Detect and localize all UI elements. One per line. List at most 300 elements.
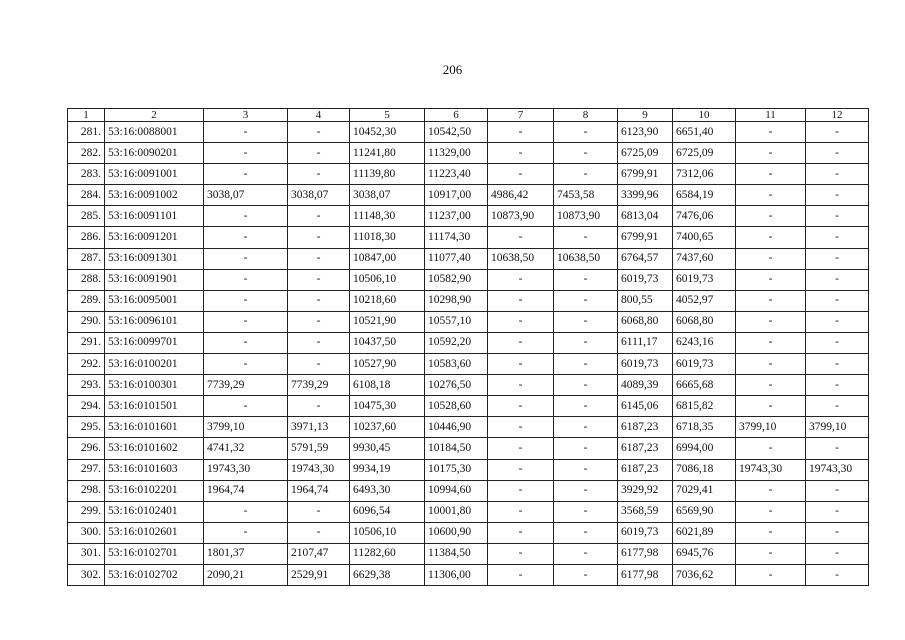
column-header: 2: [105, 109, 204, 122]
value-cell: -: [488, 354, 554, 375]
value-cell: 6111,17: [618, 332, 673, 353]
value-cell: 10506,10: [350, 522, 425, 543]
value-cell: 10873,90: [488, 206, 554, 227]
value-cell: -: [806, 290, 869, 311]
table-row: [68, 311, 869, 332]
value-cell: -: [736, 185, 806, 206]
value-cell: 11077,40: [425, 248, 488, 269]
cadastral-number-cell: 53:16:0101601: [105, 417, 204, 438]
value-cell: -: [554, 164, 618, 185]
table-row: [68, 143, 869, 164]
value-cell: -: [554, 143, 618, 164]
table-row: [68, 206, 869, 227]
row-number-cell: 297.: [68, 459, 105, 480]
value-cell: -: [488, 290, 554, 311]
value-cell: 10475,30: [350, 396, 425, 417]
value-cell: 6019,73: [673, 354, 736, 375]
value-cell: 2090,21: [204, 564, 288, 585]
value-cell: -: [288, 290, 350, 311]
value-cell: 6799,91: [618, 227, 673, 248]
table-row: [68, 564, 869, 585]
value-cell: -: [806, 396, 869, 417]
value-cell: -: [488, 396, 554, 417]
row-number-cell: 291.: [68, 332, 105, 353]
value-cell: 6813,04: [618, 206, 673, 227]
cadastral-number-cell: 53:16:0101603: [105, 459, 204, 480]
value-cell: -: [288, 396, 350, 417]
value-cell: -: [488, 438, 554, 459]
value-cell: -: [488, 375, 554, 396]
value-cell: 6629,38: [350, 564, 425, 585]
value-cell: -: [204, 122, 288, 143]
value-cell: -: [806, 122, 869, 143]
value-cell: 3568,59: [618, 501, 673, 522]
column-header: 5: [350, 109, 425, 122]
value-cell: 3799,10: [204, 417, 288, 438]
value-cell: 11139,80: [350, 164, 425, 185]
value-cell: 7036,62: [673, 564, 736, 585]
value-cell: 10528,60: [425, 396, 488, 417]
row-number-cell: 298.: [68, 480, 105, 501]
value-cell: 7453,58: [554, 185, 618, 206]
value-cell: -: [806, 564, 869, 585]
table-row: [68, 332, 869, 353]
value-cell: 10521,90: [350, 311, 425, 332]
value-cell: 10527,90: [350, 354, 425, 375]
cadastral-number-cell: 53:16:0088001: [105, 122, 204, 143]
value-cell: 2107,47: [288, 543, 350, 564]
value-cell: -: [204, 227, 288, 248]
value-cell: 3038,07: [288, 185, 350, 206]
value-cell: 2529,91: [288, 564, 350, 585]
value-cell: -: [554, 459, 618, 480]
value-cell: -: [288, 227, 350, 248]
value-cell: -: [806, 185, 869, 206]
value-cell: -: [806, 438, 869, 459]
value-cell: -: [488, 522, 554, 543]
value-cell: 3799,10: [806, 417, 869, 438]
value-cell: 6764,57: [618, 248, 673, 269]
value-cell: 7312,06: [673, 164, 736, 185]
value-cell: 5791,59: [288, 438, 350, 459]
value-cell: -: [736, 143, 806, 164]
value-cell: 6177,98: [618, 564, 673, 585]
column-header: 8: [554, 109, 618, 122]
value-cell: 3929,92: [618, 480, 673, 501]
cadastral-number-cell: 53:16:0095001: [105, 290, 204, 311]
table-row: [68, 248, 869, 269]
value-cell: -: [736, 122, 806, 143]
value-cell: -: [806, 227, 869, 248]
value-cell: -: [488, 311, 554, 332]
value-cell: 6019,73: [673, 269, 736, 290]
value-cell: -: [288, 143, 350, 164]
table-row: [68, 417, 869, 438]
table-row: [68, 375, 869, 396]
value-cell: 11282,60: [350, 543, 425, 564]
row-number-cell: 301.: [68, 543, 105, 564]
value-cell: 19743,30: [288, 459, 350, 480]
column-header: 6: [425, 109, 488, 122]
value-cell: 6145,06: [618, 396, 673, 417]
value-cell: 10237,60: [350, 417, 425, 438]
page-number: 206: [442, 62, 463, 77]
value-cell: -: [736, 269, 806, 290]
value-cell: -: [488, 269, 554, 290]
value-cell: -: [806, 501, 869, 522]
value-cell: 3399,96: [618, 185, 673, 206]
value-cell: 10542,50: [425, 122, 488, 143]
table-row: [68, 543, 869, 564]
value-cell: 10446,90: [425, 417, 488, 438]
value-cell: -: [736, 522, 806, 543]
value-cell: 10592,20: [425, 332, 488, 353]
row-number-cell: 299.: [68, 501, 105, 522]
column-header: 1: [68, 109, 105, 122]
column-header: 12: [806, 109, 869, 122]
value-cell: 6799,91: [618, 164, 673, 185]
value-cell: -: [554, 417, 618, 438]
value-cell: 4052,97: [673, 290, 736, 311]
value-cell: -: [288, 122, 350, 143]
value-cell: 6994,00: [673, 438, 736, 459]
row-number-cell: 284.: [68, 185, 105, 206]
value-cell: -: [204, 248, 288, 269]
value-cell: 3038,07: [350, 185, 425, 206]
value-cell: -: [554, 564, 618, 585]
cadastral-number-cell: 53:16:0090201: [105, 143, 204, 164]
value-cell: -: [488, 332, 554, 353]
value-cell: 6177,98: [618, 543, 673, 564]
value-cell: -: [288, 206, 350, 227]
value-cell: 6187,23: [618, 459, 673, 480]
value-cell: -: [554, 227, 618, 248]
value-cell: 6019,73: [618, 354, 673, 375]
value-cell: 6108,18: [350, 375, 425, 396]
value-cell: -: [488, 122, 554, 143]
value-cell: 3799,10: [736, 417, 806, 438]
value-cell: 6584,19: [673, 185, 736, 206]
value-cell: 9934,19: [350, 459, 425, 480]
row-number-cell: 296.: [68, 438, 105, 459]
value-cell: -: [288, 332, 350, 353]
value-cell: -: [554, 332, 618, 353]
value-cell: 6725,09: [673, 143, 736, 164]
value-cell: 10917,00: [425, 185, 488, 206]
cadastral-number-cell: 53:16:0102201: [105, 480, 204, 501]
value-cell: -: [488, 227, 554, 248]
row-number-cell: 282.: [68, 143, 105, 164]
value-cell: -: [736, 354, 806, 375]
value-cell: -: [288, 269, 350, 290]
cadastral-number-cell: 53:16:0091002: [105, 185, 204, 206]
value-cell: 6021,89: [673, 522, 736, 543]
value-cell: 10437,50: [350, 332, 425, 353]
value-cell: -: [204, 206, 288, 227]
value-cell: 6068,80: [618, 311, 673, 332]
cadastral-number-cell: 53:16:0100301: [105, 375, 204, 396]
value-cell: -: [288, 354, 350, 375]
value-cell: -: [288, 501, 350, 522]
table-header-row: [68, 109, 869, 122]
cadastral-number-cell: 53:16:0099701: [105, 332, 204, 353]
row-number-cell: 295.: [68, 417, 105, 438]
value-cell: 11237,00: [425, 206, 488, 227]
value-cell: 10638,50: [554, 248, 618, 269]
value-cell: -: [806, 375, 869, 396]
value-cell: 6123,90: [618, 122, 673, 143]
table-row: [68, 501, 869, 522]
table-row: [68, 164, 869, 185]
value-cell: -: [204, 522, 288, 543]
cadastral-number-cell: 53:16:0100201: [105, 354, 204, 375]
cadastral-number-cell: 53:16:0102702: [105, 564, 204, 585]
value-cell: -: [488, 459, 554, 480]
table-row: [68, 459, 869, 480]
value-cell: -: [736, 290, 806, 311]
value-cell: -: [736, 396, 806, 417]
row-number-cell: 294.: [68, 396, 105, 417]
row-number-cell: 283.: [68, 164, 105, 185]
value-cell: 7476,06: [673, 206, 736, 227]
value-cell: 10638,50: [488, 248, 554, 269]
value-cell: -: [488, 543, 554, 564]
value-cell: 10218,60: [350, 290, 425, 311]
cadastral-number-cell: 53:16:0091201: [105, 227, 204, 248]
cadastral-number-cell: 53:16:0091101: [105, 206, 204, 227]
value-cell: 11384,50: [425, 543, 488, 564]
value-cell: 10506,10: [350, 269, 425, 290]
cadastral-number-cell: 53:16:0091001: [105, 164, 204, 185]
value-cell: -: [554, 290, 618, 311]
value-cell: -: [806, 311, 869, 332]
value-cell: -: [806, 522, 869, 543]
table-row: [68, 122, 869, 143]
value-cell: -: [736, 375, 806, 396]
value-cell: 7400,65: [673, 227, 736, 248]
value-cell: -: [488, 164, 554, 185]
value-cell: -: [204, 396, 288, 417]
value-cell: -: [488, 480, 554, 501]
value-cell: -: [288, 164, 350, 185]
row-number-cell: 292.: [68, 354, 105, 375]
value-cell: -: [736, 227, 806, 248]
table-row: [68, 480, 869, 501]
value-cell: -: [736, 480, 806, 501]
value-cell: 3971,13: [288, 417, 350, 438]
value-cell: 10184,50: [425, 438, 488, 459]
table-row: [68, 396, 869, 417]
cadastral-number-cell: 53:16:0102401: [105, 501, 204, 522]
value-cell: 10001,80: [425, 501, 488, 522]
value-cell: 19743,30: [204, 459, 288, 480]
value-cell: 6569,90: [673, 501, 736, 522]
value-cell: -: [806, 206, 869, 227]
cadastral-number-cell: 53:16:0091301: [105, 248, 204, 269]
table-row: [68, 227, 869, 248]
value-cell: 7739,29: [204, 375, 288, 396]
value-cell: -: [736, 543, 806, 564]
value-cell: 11329,00: [425, 143, 488, 164]
column-header: 11: [736, 109, 806, 122]
value-cell: 6019,73: [618, 522, 673, 543]
row-number-cell: 293.: [68, 375, 105, 396]
value-cell: 10873,90: [554, 206, 618, 227]
column-header: 4: [288, 109, 350, 122]
value-cell: 10847,00: [350, 248, 425, 269]
cadastral-number-cell: 53:16:0096101: [105, 311, 204, 332]
row-number-cell: 300.: [68, 522, 105, 543]
row-number-cell: 286.: [68, 227, 105, 248]
value-cell: 1964,74: [204, 480, 288, 501]
value-cell: 6651,40: [673, 122, 736, 143]
value-cell: -: [554, 396, 618, 417]
value-cell: -: [554, 354, 618, 375]
value-cell: 11241,80: [350, 143, 425, 164]
value-cell: -: [554, 501, 618, 522]
value-cell: 11174,30: [425, 227, 488, 248]
value-cell: -: [736, 206, 806, 227]
value-cell: 6945,76: [673, 543, 736, 564]
table-row: [68, 522, 869, 543]
value-cell: 7437,60: [673, 248, 736, 269]
value-cell: -: [554, 480, 618, 501]
value-cell: 7029,41: [673, 480, 736, 501]
value-cell: -: [736, 438, 806, 459]
value-cell: -: [736, 564, 806, 585]
value-cell: 10276,50: [425, 375, 488, 396]
value-cell: -: [204, 143, 288, 164]
row-number-cell: 288.: [68, 269, 105, 290]
value-cell: 800,55: [618, 290, 673, 311]
row-number-cell: 281.: [68, 122, 105, 143]
value-cell: 10582,90: [425, 269, 488, 290]
row-number-cell: 302.: [68, 564, 105, 585]
value-cell: 6493,30: [350, 480, 425, 501]
value-cell: -: [806, 164, 869, 185]
value-cell: -: [736, 164, 806, 185]
value-cell: 11306,00: [425, 564, 488, 585]
value-cell: -: [288, 522, 350, 543]
row-number-cell: 287.: [68, 248, 105, 269]
value-cell: -: [488, 143, 554, 164]
value-cell: 6725,09: [618, 143, 673, 164]
value-cell: 11148,30: [350, 206, 425, 227]
value-cell: -: [554, 311, 618, 332]
value-cell: -: [488, 417, 554, 438]
data-table: [67, 108, 869, 586]
value-cell: -: [204, 164, 288, 185]
value-cell: 1801,37: [204, 543, 288, 564]
value-cell: 6243,16: [673, 332, 736, 353]
value-cell: -: [204, 332, 288, 353]
value-cell: 19743,30: [806, 459, 869, 480]
value-cell: 6096,54: [350, 501, 425, 522]
value-cell: 10994,60: [425, 480, 488, 501]
table-row: [68, 290, 869, 311]
value-cell: 7739,29: [288, 375, 350, 396]
value-cell: -: [204, 290, 288, 311]
value-cell: -: [806, 354, 869, 375]
value-cell: 6718,35: [673, 417, 736, 438]
value-cell: -: [806, 143, 869, 164]
table-row: [68, 354, 869, 375]
value-cell: -: [736, 501, 806, 522]
value-cell: -: [288, 311, 350, 332]
cadastral-number-cell: 53:16:0102701: [105, 543, 204, 564]
table-row: [68, 269, 869, 290]
value-cell: 11018,30: [350, 227, 425, 248]
value-cell: 19743,30: [736, 459, 806, 480]
value-cell: 10557,10: [425, 311, 488, 332]
value-cell: -: [736, 248, 806, 269]
value-cell: -: [204, 311, 288, 332]
cadastral-number-cell: 53:16:0091901: [105, 269, 204, 290]
value-cell: -: [488, 564, 554, 585]
value-cell: 10175,30: [425, 459, 488, 480]
cadastral-number-cell: 53:16:0101501: [105, 396, 204, 417]
value-cell: 3038,07: [204, 185, 288, 206]
value-cell: -: [288, 248, 350, 269]
column-header: 3: [204, 109, 288, 122]
value-cell: -: [554, 543, 618, 564]
value-cell: -: [806, 332, 869, 353]
value-cell: 10298,90: [425, 290, 488, 311]
cadastral-number-cell: 53:16:0102601: [105, 522, 204, 543]
value-cell: 6187,23: [618, 417, 673, 438]
value-cell: 6815,82: [673, 396, 736, 417]
value-cell: 4986,42: [488, 185, 554, 206]
value-cell: -: [204, 501, 288, 522]
value-cell: -: [554, 522, 618, 543]
value-cell: -: [488, 501, 554, 522]
value-cell: 7086,18: [673, 459, 736, 480]
table-row: [68, 438, 869, 459]
value-cell: -: [806, 480, 869, 501]
value-cell: -: [806, 248, 869, 269]
value-cell: 6187,23: [618, 438, 673, 459]
value-cell: 4741,32: [204, 438, 288, 459]
value-cell: -: [806, 269, 869, 290]
value-cell: -: [204, 354, 288, 375]
value-cell: -: [736, 311, 806, 332]
value-cell: 6019,73: [618, 269, 673, 290]
value-cell: 9930,45: [350, 438, 425, 459]
value-cell: -: [554, 375, 618, 396]
column-header: 9: [618, 109, 673, 122]
value-cell: 11223,40: [425, 164, 488, 185]
value-cell: -: [204, 269, 288, 290]
table-row: [68, 185, 869, 206]
value-cell: 6068,80: [673, 311, 736, 332]
value-cell: -: [554, 269, 618, 290]
column-header: 10: [673, 109, 736, 122]
value-cell: -: [736, 332, 806, 353]
value-cell: -: [554, 438, 618, 459]
row-number-cell: 289.: [68, 290, 105, 311]
value-cell: -: [554, 122, 618, 143]
row-number-cell: 290.: [68, 311, 105, 332]
value-cell: 10452,30: [350, 122, 425, 143]
value-cell: 1964,74: [288, 480, 350, 501]
value-cell: 10583,60: [425, 354, 488, 375]
value-cell: 6665,68: [673, 375, 736, 396]
cadastral-number-cell: 53:16:0101602: [105, 438, 204, 459]
column-header: 7: [488, 109, 554, 122]
value-cell: -: [806, 543, 869, 564]
value-cell: 10600,90: [425, 522, 488, 543]
row-number-cell: 285.: [68, 206, 105, 227]
